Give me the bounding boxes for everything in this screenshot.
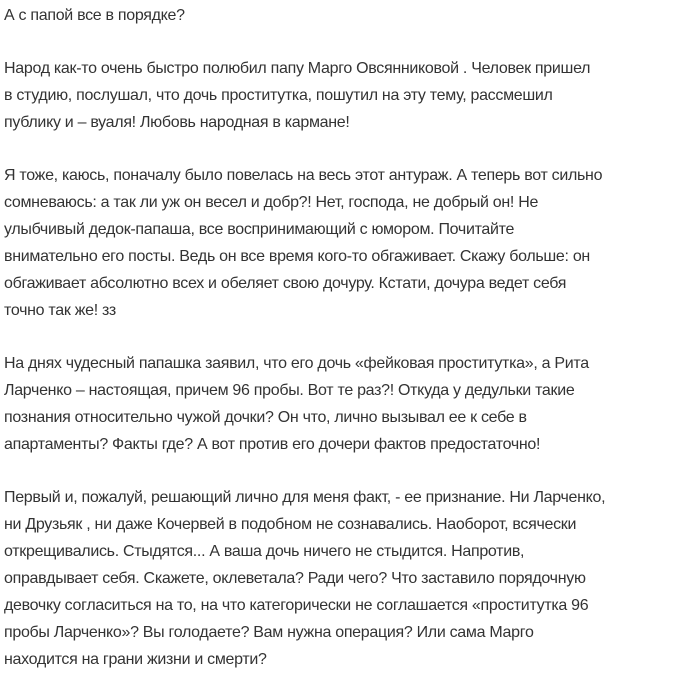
text-line: публику и – вуаля! Любовь народная в кармане!: [4, 114, 350, 131]
text-line: Ларченко – настоящая, причем 96 пробы. Вот те раз?! Откуда у дедульки такие: [4, 382, 575, 399]
text-line: обгаживает абсолютно всех и обеляет свою дочуру. Кстати, дочура ведет себя: [4, 275, 567, 292]
text-line: в студию, послушал, что дочь проститутка, пошутил на эту тему, рассмешил: [4, 87, 553, 104]
text-line: точно так же! зз: [4, 302, 116, 319]
text-line: Народ как-то очень быстро полюбил папу Марго Овсянниковой . Человек пришел: [4, 60, 591, 77]
paragraph-3: [4, 350, 699, 458]
paragraph-heading-question: [4, 2, 699, 29]
text-line: познания относительно чужой дочки? Он что, лично вызывал ее к себе в: [4, 409, 527, 426]
text-line: оправдывает себя. Скажете, оклеветала? Ради чего? Что заставило порядочную: [4, 570, 586, 587]
text-line: девочку согласиться на то, на что категорически не соглашается «проститутка 96: [4, 597, 589, 614]
paragraph-2: [4, 162, 699, 324]
text-line: Первый и, пожалуй, решающий лично для меня факт, - ее признание. Ни Ларченко,: [4, 489, 606, 506]
text-line: апартаменты? Факты где? А вот против его дочери фактов предостаточно!: [4, 436, 541, 453]
text-line: внимательно его посты. Ведь он все время кого-то обгаживает. Скажу больше: он: [4, 248, 590, 265]
text-line: А с папой все в порядке?: [4, 7, 185, 24]
text-line: улыбчивый дедок-папаша, все воспринимающий с юмором. Почитайте: [4, 221, 515, 238]
text-line: Я тоже, каюсь, поначалу было повелась на весь этот антураж. А теперь вот сильно: [4, 167, 603, 184]
text-line: пробы Ларченко»? Вы голодаете? Вам нужна операция? Или сама Марго: [4, 624, 534, 641]
text-line: На днях чудесный папашка заявил, что его дочь «фейковая проститутка», а Рита: [4, 355, 589, 372]
text-line: сомневаюсь: а так ли уж он весел и добр?! Нет, господа, не добрый он! Не: [4, 194, 539, 211]
paragraph-1: [4, 55, 699, 136]
text-line: ни Друзьяк , ни даже Кочервей в подобном не сознавались. Наоборот, всячески: [4, 516, 577, 533]
text-line: находится на грани жизни и смерти?: [4, 651, 267, 668]
text-line: открещивались. Стыдятся... А ваша дочь ничего не стыдится. Напротив,: [4, 543, 525, 560]
paragraph-4: [4, 484, 699, 673]
